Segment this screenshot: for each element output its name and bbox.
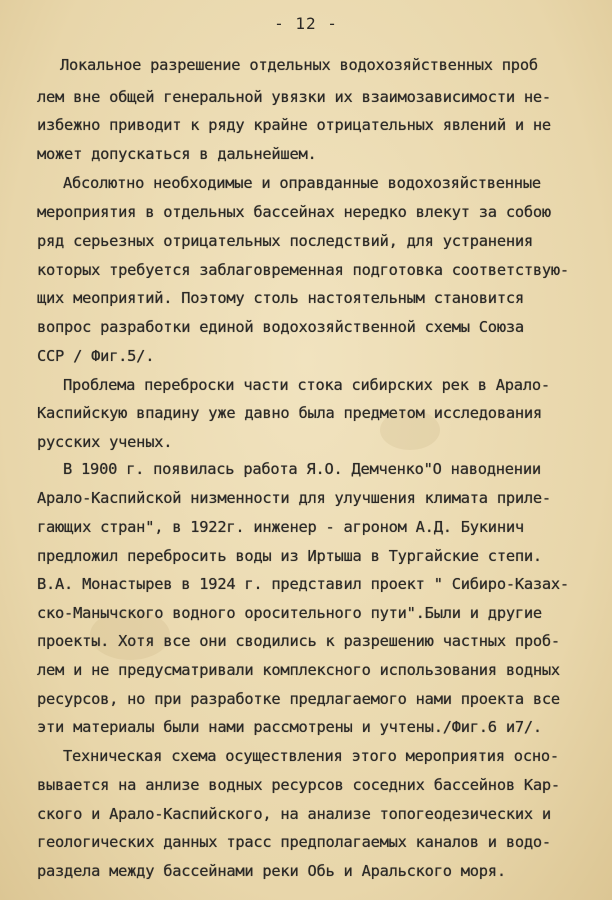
text-line: ского и Арало-Каспийского, на анализе топогеодезических и [37,805,551,823]
text-line: ССР / Фиг.5/. [37,347,155,365]
text-line: может допускаться в дальнейшем. [37,145,317,163]
text-line: Техническая схема осуществления этого мероприятия осно- [63,747,559,765]
text-line: избежно приводит к ряду крайне отрицательных явлений и не [37,116,551,134]
text-line: которых требуется заблаговременная подготовка соответствую- [37,261,569,279]
text-line: вопрос разработки единой водохозяйственной схемы Союза [37,318,524,336]
text-line: В.А. Монастырев в 1924 г. представил проект " Сибиро-Казах- [37,575,569,593]
text-line: ряд серьезных отрицательных последствий, для устранения [37,232,533,250]
text-line: Абсолютно необходимые и оправданные водохозяйственные [63,174,541,192]
text-line: Каспийскую впадину уже давно была предметом исследования [37,404,542,422]
text-line: раздела между бассейнами реки Обь и Аральского моря. [37,862,506,880]
text-line: В 1900 г. появилась работа Я.О. Демченко"О наводнении [63,460,541,478]
text-line: предложил перебросить воды из Иртыша в Тургайские степи. [37,547,542,565]
page-number: - 12 - [274,14,338,33]
text-line: Арало-Каспийской низменности для улучшения климата приле- [37,489,551,507]
text-line: вывается на анлизе водных ресурсов соседних бассейнов Кар- [37,776,560,794]
text-line: Локальное разрешение отдельных водохозяйственных проб [60,56,538,74]
text-line: щих меоприятий. Поэтому столь настоятельным становится [37,289,524,307]
text-line: русских ученых. [37,433,173,451]
text-line: лем и не предусматривали комплексного использования водных [37,661,560,679]
text-line: гающих стран", в 1922г. инженер - агроном А.Д. Букинич [37,518,524,536]
text-line: лем вне общей генеральной увязки их взаимозависимости не- [37,88,551,106]
text-line: мероприятия в отдельных бассейнах нередко влекут за собою [37,203,551,221]
text-line: эти материалы были нами рассмотрены и учтены./Фиг.6 и7/. [37,718,542,736]
text-line: Проблема переброски части стока сибирских рек в Арало- [63,376,550,394]
text-line: ско-Манычского водного оросительного пути".Были и другие [37,604,542,622]
text-line: ресурсов, но при разработке предлагаемого нами проекта все [37,690,560,708]
text-line: проекты. Хотя все они сводились к разрешению частных проб- [37,632,560,650]
text-line: геологических данных трасс предполагаемых каналов и водо- [37,833,551,851]
